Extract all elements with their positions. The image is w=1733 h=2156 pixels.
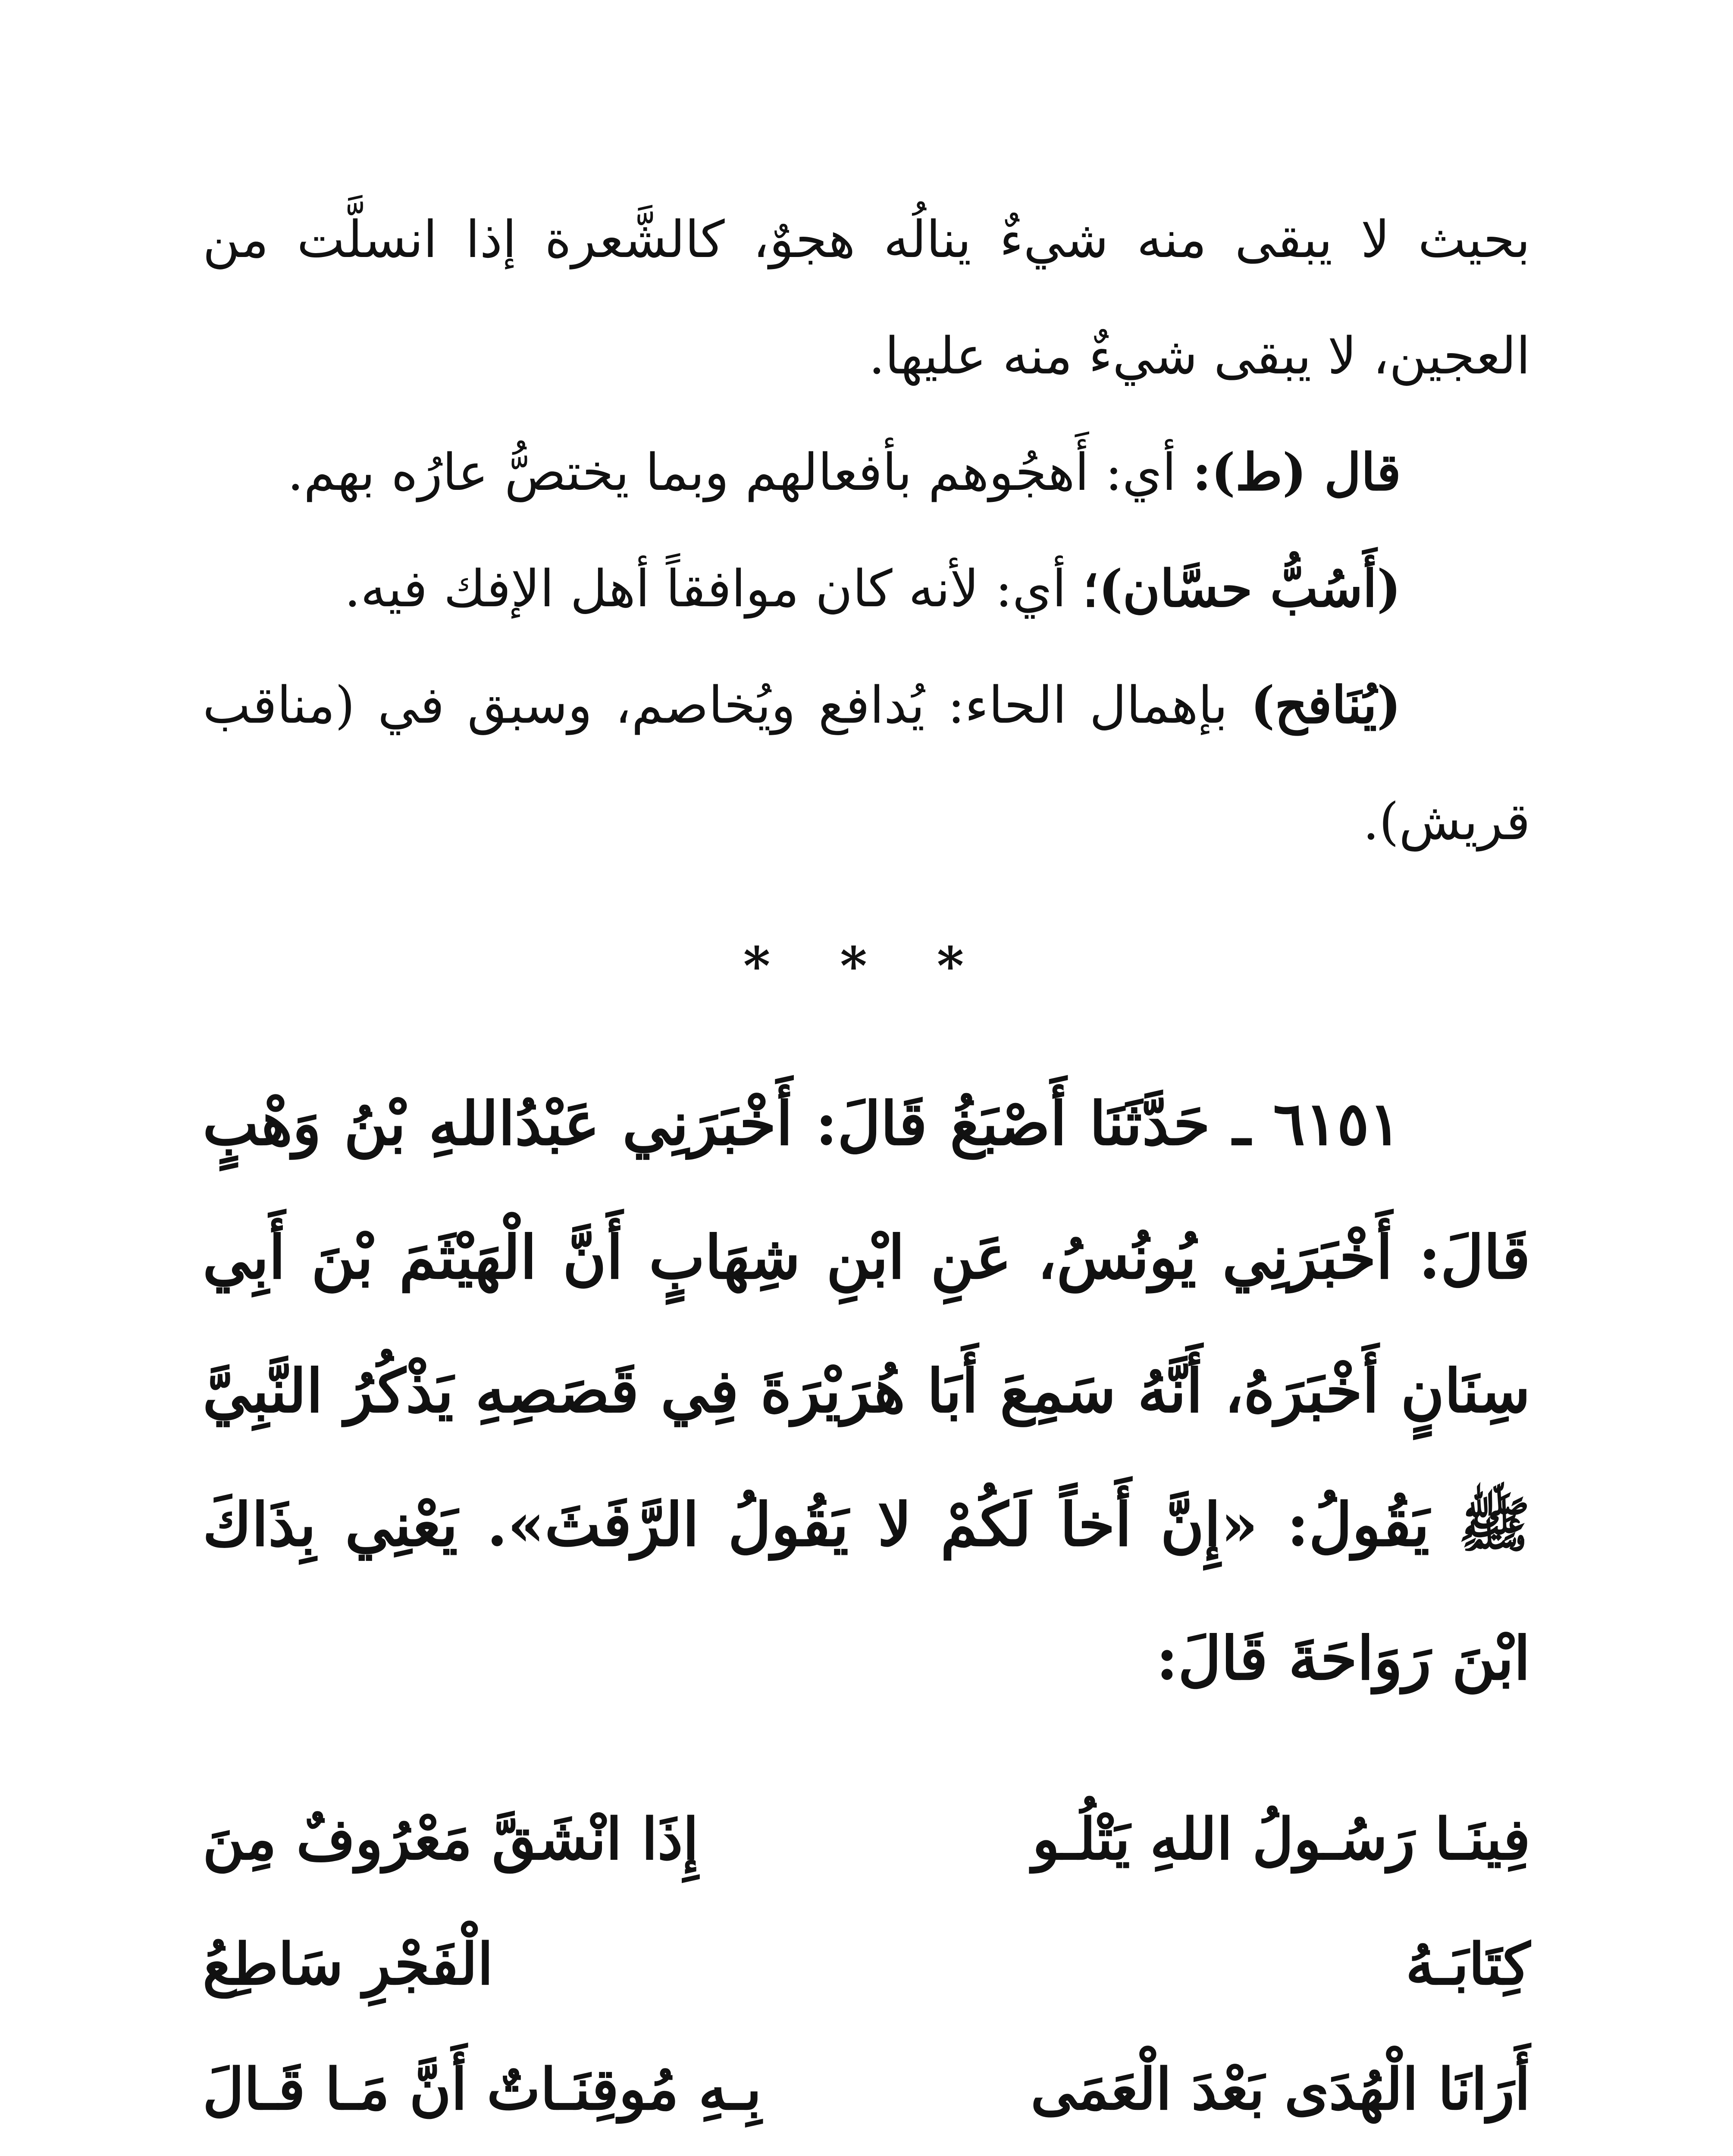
- poem-verse-first-half: أَرَانَا الْهُدَى بَعْدَ الْعَمَى: [1031, 2056, 1530, 2123]
- section-separator: * * *: [743, 936, 990, 997]
- commentary-text-3: أي: لأنه كان موافقاً أهل الإفك فيه.: [344, 559, 1066, 618]
- poem-verse-first-half: فِينَـا رَسُـولُ اللهِ يَتْلُـو كِتَابَـهُ: [1032, 1806, 1530, 1998]
- commentary-label-2: قال (ط):: [1192, 442, 1401, 502]
- commentary-label-4: (يُنَافح): [1250, 675, 1401, 735]
- commentary-paragraph-2: [203, 414, 1530, 530]
- commentary-paragraph-4: [203, 647, 1530, 880]
- poem: [203, 1777, 1530, 2156]
- poem-verse: [203, 1777, 1530, 2027]
- commentary-label-3: (أَسُبُّ حسَّان)؛: [1082, 558, 1401, 618]
- commentary-paragraph-1: بحيث لا يبقى منه شيءٌ ينالُه هجوٌ، كالشَّعرة إذا انسلَّت من العجين، لا يبقى شيءٌ منه عليها.: [203, 210, 1530, 385]
- commentary-paragraph-3: [203, 530, 1530, 647]
- commentary-text-2: أي: أَهجُوهم بأفعالهم وبما يختصُّ عارُه بهم.: [287, 442, 1176, 502]
- book-page: [203, 181, 1530, 2156]
- poem-verse-second-half: بِـهِ مُوقِنَـاتٌ أَنَّ مَـا قَـالَ: [203, 2056, 762, 2123]
- poem-verse: [203, 2027, 1530, 2156]
- poem-verse-second-half: إِذَا انْشَقَّ مَعْرُوفٌ مِنَ الْفَجْرِ سَاطِعُ: [203, 1806, 699, 1998]
- hadith-text: ٦١٥١ ـ حَدَّثَنَا أَصْبَغُ قَالَ: أَخْبَرَنِي عَبْدُاللهِ بْنُ وَهْبٍ قَالَ: أَخْبَرَنِي يُونُسُ، عَنِ ابْنِ شِهَابٍ أَنَّ الْهَيْثَمَ بْنَ أَبِي سِنَانٍ أَخْبَرَهُ، أَنَّهُ سَمِعَ أَبَا هُرَيْرَةَ فِي قَصَصِهِ يَذْكُرُ النَّبِيَّ ﷺ يَقُولُ: «إِنَّ أَخاً لَكُمْ لا يَقُولُ الرَّفَثَ». يَعْنِي بِذَاكَ ابْنَ رَوَاحَةَ قَالَ:: [203, 1088, 1530, 1693]
- commentary-text-4: بإهمال الحاء: يُدافع ويُخاصم، وسبق في (مناقب قريش).: [203, 675, 1530, 851]
